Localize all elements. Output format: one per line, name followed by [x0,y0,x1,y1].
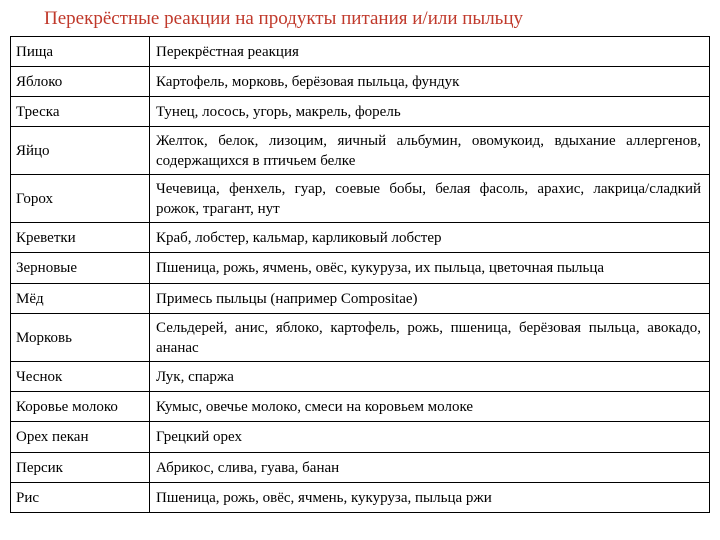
food-cell: Мёд [11,284,150,314]
reaction-cell: Пшеница, рожь, овёс, ячмень, кукуруза, пыльца ржи [150,483,710,513]
table-row [11,314,710,362]
page-title: Перекрёстные реакции на продукты питания и/или пыльцу [44,8,524,29]
table-row [11,127,710,175]
table-row [11,253,710,284]
reaction-cell: Тунец, лосось, угорь, макрель, форель [150,97,710,127]
food-cell: Креветки [11,223,150,253]
table-row [11,453,710,483]
cross-reaction-table [10,36,710,513]
table-row [11,223,710,253]
reaction-cell: Чечевица, фенхель, гуар, соевые бобы, белая фасоль, арахис, лакрица/сладкий рожок, трагант, нут [150,175,710,223]
reaction-cell: Лук, спаржа [150,362,710,392]
food-cell: Треска [11,97,150,127]
food-cell: Орех пекан [11,422,150,453]
food-cell: Чеснок [11,362,150,392]
table-row [11,392,710,422]
food-cell: Горох [11,175,150,223]
reaction-cell: Сельдерей, анис, яблоко, картофель, рожь, пшеница, берёзовая пыльца, авокадо, ананас [150,314,710,362]
food-cell: Рис [11,483,150,513]
table-row [11,483,710,513]
table-row [11,422,710,453]
food-cell: Персик [11,453,150,483]
table-row [11,362,710,392]
food-cell: Яйцо [11,127,150,175]
reaction-cell: Картофель, морковь, берёзовая пыльца, фундук [150,67,710,97]
reaction-cell: Примесь пыльцы (например Compositae) [150,284,710,314]
table-header-row [11,37,710,67]
header-reaction: Перекрёстная реакция [150,37,710,67]
reaction-cell: Пшеница, рожь, ячмень, овёс, кукуруза, их пыльца, цветочная пыльца [150,253,710,284]
table-row [11,284,710,314]
reaction-cell: Кумыс, овечье молоко, смеси на коровьем молоке [150,392,710,422]
reaction-cell: Абрикос, слива, гуава, банан [150,453,710,483]
food-cell: Морковь [11,314,150,362]
table-row [11,97,710,127]
reaction-cell: Грецкий орех [150,422,710,453]
header-food: Пища [11,37,150,67]
food-cell: Зерновые [11,253,150,284]
food-cell: Яблоко [11,67,150,97]
table-row [11,67,710,97]
food-cell: Коровье молоко [11,392,150,422]
reaction-cell: Желток, белок, лизоцим, яичный альбумин, овомукоид, вдыхание аллергенов, содержащихся в птичьем белке [150,127,710,175]
table-row [11,175,710,223]
reaction-cell: Краб, лобстер, кальмар, карликовый лобстер [150,223,710,253]
